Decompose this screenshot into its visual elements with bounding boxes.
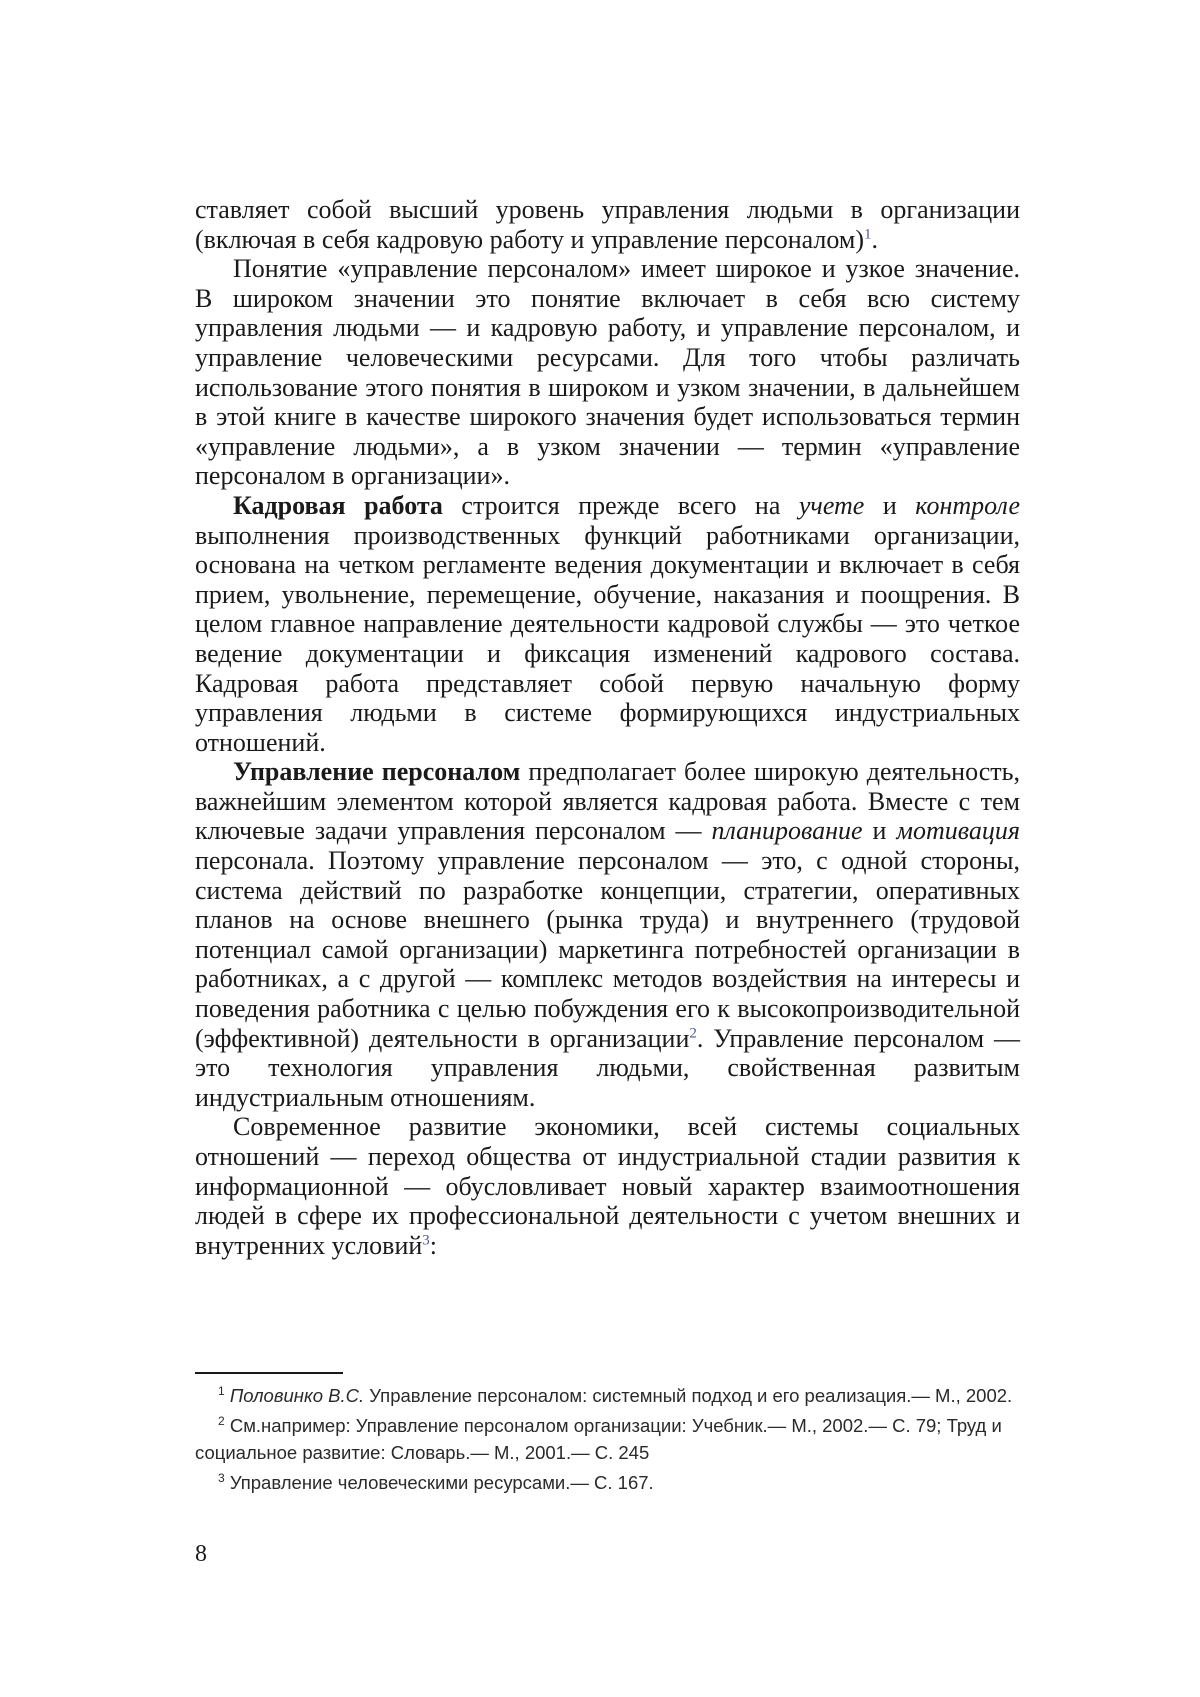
footnote-3 <box>195 1469 1025 1496</box>
term-hr-work: Кадровая работа <box>233 490 443 520</box>
paragraph-text: строится прежде всего на <box>442 490 799 520</box>
paragraph-tail: : <box>429 1230 438 1260</box>
footnote-number: 3 <box>218 1470 225 1485</box>
footnotes <box>195 1382 1025 1499</box>
footnote-2 <box>195 1412 1025 1466</box>
emphasis-planning: планирование <box>711 816 863 846</box>
emphasis-accounting: учете <box>798 490 865 520</box>
footnote-1 <box>195 1382 1025 1409</box>
paragraph-modern-development <box>195 1112 1020 1260</box>
paragraph-text: и <box>864 490 916 520</box>
main-text <box>195 195 1020 1260</box>
footnote-text: Управление персоналом: системный подход и его реализация.— М., 2002. <box>364 1385 1013 1406</box>
paragraph-text: Понятие «управление персоналом» имеет широкое и узкое значение. В широком значении это понятие включает в себя всю систему управления людьми — и кадровую работу, и управление персоналом, и управление человеческими ресурсами. Для того чтобы различать использование этого понятия в широком и узком значении, в дальнейшем в этой книге в качестве широкого значения будет использоваться термин «управление людьми», а в узком значении — термин «управление персоналом в организации». <box>195 254 1020 491</box>
paragraph-text: ставляет собой высший уровень управления людьми в организации (включая в себя кадровую работу и управление персоналом) <box>195 195 1020 254</box>
emphasis-control: контроле <box>915 490 1020 520</box>
paragraph-text: выполнения производственных функций работниками организации, основана на четком регламенте ведения документации и включает в себя прием, увольнение, перемещение, обучение, наказания и поощрения. В целом главное направление деятельности кадровой службы — это четкое ведение документации и фиксация изменений кадрового состава. Кадровая работа представляет собой первую начальную форму управления людьми в системе формирующихся индустриальных отношений. <box>195 520 1020 757</box>
emphasis-motivation: мотивация <box>896 816 1020 846</box>
paragraph-personnel-concept <box>195 254 1020 491</box>
footnote-ref-2[interactable]: 2 <box>689 1024 697 1041</box>
paragraph-hr-work <box>195 491 1020 757</box>
paragraph-text: предполагает более широкую деятельность, важнейшим элементом которой является кадровая работа. Вместе с тем ключевые задачи управления персоналом — <box>195 757 1020 846</box>
paragraph-text: Современное развитие экономики, всей системы социальных отношений — переход общества от индустриальной стадии развития к информационной — обусловливает новый характер взаимоотношения людей в сфере их профессиональной деятельности с учетом внешних и внутренних условий <box>195 1112 1020 1260</box>
footnote-ref-3[interactable]: 3 <box>422 1232 430 1249</box>
paragraph-continuation <box>195 195 1020 254</box>
footnote-number: 1 <box>218 1383 225 1398</box>
term-personnel-management: Управление персоналом <box>233 757 521 787</box>
paragraph-text: и <box>862 816 897 846</box>
footnote-author: Половинко В.С. <box>229 1385 365 1406</box>
footnote-text: Управление человеческими ресурсами.— С. 167. <box>224 1472 654 1493</box>
footnote-separator <box>195 1372 343 1374</box>
footnote-ref-1[interactable]: 1 <box>863 225 872 242</box>
paragraph-text: персонала. Поэтому управление персоналом — это, с одной стороны, система действий по разработке концепции, стратегии, оперативных планов на основе внешнего (рынка труда) и внутреннего (трудовой потенциал самой организации) маркетинга потребностей организации в работниках, а с другой — комплекс методов воздействия на интересы и поведения работника с целью побуждения его к высокопроизводительной (эффективной) деятельности в организации <box>195 846 1020 1053</box>
footnote-text: См.например: Управление персоналом организации: Учебник.— М., 2002.— С. 79; Труд и социальное развитие: Словарь.— М., 2001.— С. 245 <box>195 1415 1002 1463</box>
footnote-number: 2 <box>218 1413 225 1428</box>
page-number: 8 <box>195 1541 207 1567</box>
paragraph-personnel-management <box>195 757 1020 1112</box>
paragraph-text: . Управление персоналом — это технология управления людьми, свойственная развитым индустриальным отношениям. <box>195 1023 1020 1112</box>
paragraph-tail: . <box>871 224 878 254</box>
